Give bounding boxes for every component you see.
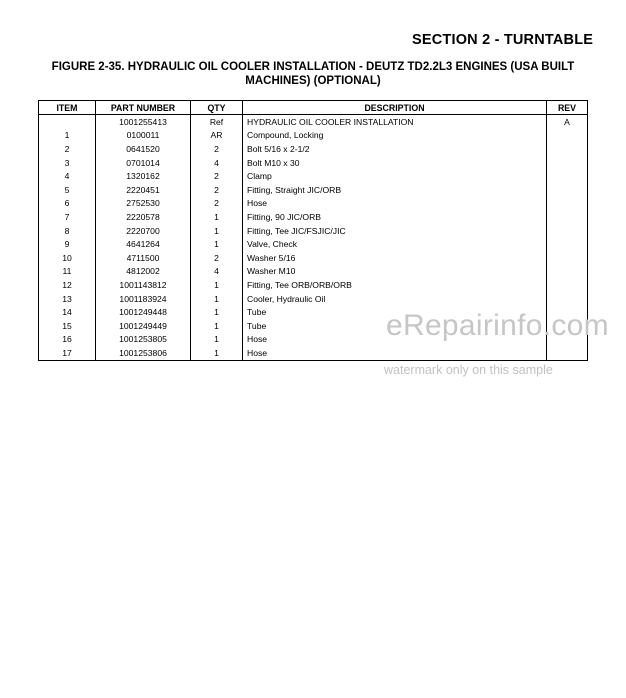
watermark-text: eRepairinfo.com [386, 309, 609, 342]
cell-description: Hose [243, 346, 547, 360]
table-row [39, 346, 588, 360]
cell-qty: AR [191, 129, 243, 143]
table-row [39, 278, 588, 292]
cell-qty: 4 [191, 265, 243, 279]
cell-part-number: 4641264 [96, 237, 191, 251]
cell-description: Fitting, Straight JIC/ORB [243, 183, 547, 197]
cell-item: 15 [39, 319, 96, 333]
cell-description: Tube [243, 319, 547, 333]
cell-item: 16 [39, 333, 96, 347]
cell-rev [547, 142, 588, 156]
cell-description: Valve, Check [243, 237, 547, 251]
cell-description: Washer M10 [243, 265, 547, 279]
cell-item: 11 [39, 265, 96, 279]
cell-qty: 2 [191, 142, 243, 156]
cell-item: 8 [39, 224, 96, 238]
cell-part-number: 4812002 [96, 265, 191, 279]
cell-part-number: 4711500 [96, 251, 191, 265]
cell-item: 1 [39, 129, 96, 143]
cell-item: 4 [39, 169, 96, 183]
table-row [39, 210, 588, 224]
section-title: SECTION 2 - TURNTABLE [412, 32, 594, 48]
table-row [39, 156, 588, 170]
cell-description: Washer 5/16 [243, 251, 547, 265]
cell-qty: 1 [191, 278, 243, 292]
table-row [39, 197, 588, 211]
cell-description: Fitting, Tee ORB/ORB/ORB [243, 278, 547, 292]
table-row [39, 129, 588, 143]
table-row [39, 292, 588, 306]
cell-description: Clamp [243, 169, 547, 183]
cell-part-number: 1001249449 [96, 319, 191, 333]
table-row [39, 142, 588, 156]
cell-item: 13 [39, 292, 96, 306]
cell-description: Tube [243, 305, 547, 319]
cell-qty: 4 [191, 156, 243, 170]
cell-description: Hose [243, 333, 547, 347]
cell-rev [547, 210, 588, 224]
cell-rev [547, 129, 588, 143]
cell-qty: 1 [191, 292, 243, 306]
cell-part-number: 1320162 [96, 169, 191, 183]
cell-part-number: 0701014 [96, 156, 191, 170]
cell-item: 17 [39, 346, 96, 360]
cell-part-number: 0641520 [96, 142, 191, 156]
cell-description: Fitting, 90 JIC/ORB [243, 210, 547, 224]
cell-qty: 1 [191, 210, 243, 224]
cell-part-number: 2220578 [96, 210, 191, 224]
cell-qty: 1 [191, 319, 243, 333]
cell-item: 7 [39, 210, 96, 224]
cell-part-number: 1001183924 [96, 292, 191, 306]
cell-part-number: 0100011 [96, 129, 191, 143]
table-row [39, 237, 588, 251]
cell-description: Hose [243, 197, 547, 211]
cell-item: 2 [39, 142, 96, 156]
table-header-row [39, 101, 588, 115]
column-header-qty: QTY [191, 101, 243, 115]
cell-rev [547, 251, 588, 265]
table-row [39, 251, 588, 265]
table-row [39, 115, 588, 129]
cell-qty: Ref [191, 115, 243, 129]
cell-description: Bolt M10 x 30 [243, 156, 547, 170]
table-row [39, 183, 588, 197]
column-header-description: DESCRIPTION [243, 101, 547, 115]
cell-qty: 1 [191, 305, 243, 319]
cell-qty: 2 [191, 169, 243, 183]
cell-qty: 1 [191, 224, 243, 238]
table-row [39, 224, 588, 238]
cell-rev [547, 183, 588, 197]
cell-description: HYDRAULIC OIL COOLER INSTALLATION [243, 115, 547, 129]
cell-qty: 2 [191, 251, 243, 265]
cell-rev [547, 224, 588, 238]
cell-qty: 2 [191, 183, 243, 197]
cell-description: Cooler, Hydraulic Oil [243, 292, 547, 306]
cell-rev [547, 346, 588, 360]
cell-rev [547, 292, 588, 306]
cell-description: Fitting, Tee JIC/FSJIC/JIC [243, 224, 547, 238]
cell-part-number: 1001255413 [96, 115, 191, 129]
cell-rev [547, 278, 588, 292]
cell-rev: A [547, 115, 588, 129]
cell-item: 3 [39, 156, 96, 170]
cell-part-number: 2752530 [96, 197, 191, 211]
cell-rev [547, 237, 588, 251]
cell-qty: 2 [191, 197, 243, 211]
cell-qty: 1 [191, 333, 243, 347]
cell-description: Compound, Locking [243, 129, 547, 143]
cell-item [39, 115, 96, 129]
cell-item: 10 [39, 251, 96, 265]
figure-title: FIGURE 2-35. HYDRAULIC OIL COOLER INSTALLATION - DEUTZ TD2.2L3 ENGINES (USA BUILT MACHINES) (OPTIONAL) [51, 61, 575, 87]
cell-item: 12 [39, 278, 96, 292]
cell-part-number: 1001249448 [96, 305, 191, 319]
table-row [39, 265, 588, 279]
watermark-subtext: watermark only on this sample [384, 363, 553, 377]
cell-part-number: 1001143812 [96, 278, 191, 292]
cell-rev [547, 169, 588, 183]
cell-item: 14 [39, 305, 96, 319]
cell-part-number: 1001253805 [96, 333, 191, 347]
table-row [39, 169, 588, 183]
cell-qty: 1 [191, 346, 243, 360]
cell-item: 6 [39, 197, 96, 211]
column-header-rev: REV [547, 101, 588, 115]
cell-item: 5 [39, 183, 96, 197]
cell-part-number: 2220700 [96, 224, 191, 238]
cell-rev [547, 156, 588, 170]
column-header-part-number: PART NUMBER [96, 101, 191, 115]
cell-part-number: 1001253806 [96, 346, 191, 360]
column-header-item: ITEM [39, 101, 96, 115]
cell-rev [547, 265, 588, 279]
cell-item: 9 [39, 237, 96, 251]
cell-description: Bolt 5/16 x 2-1/2 [243, 142, 547, 156]
cell-part-number: 2220451 [96, 183, 191, 197]
cell-qty: 1 [191, 237, 243, 251]
cell-rev [547, 197, 588, 211]
